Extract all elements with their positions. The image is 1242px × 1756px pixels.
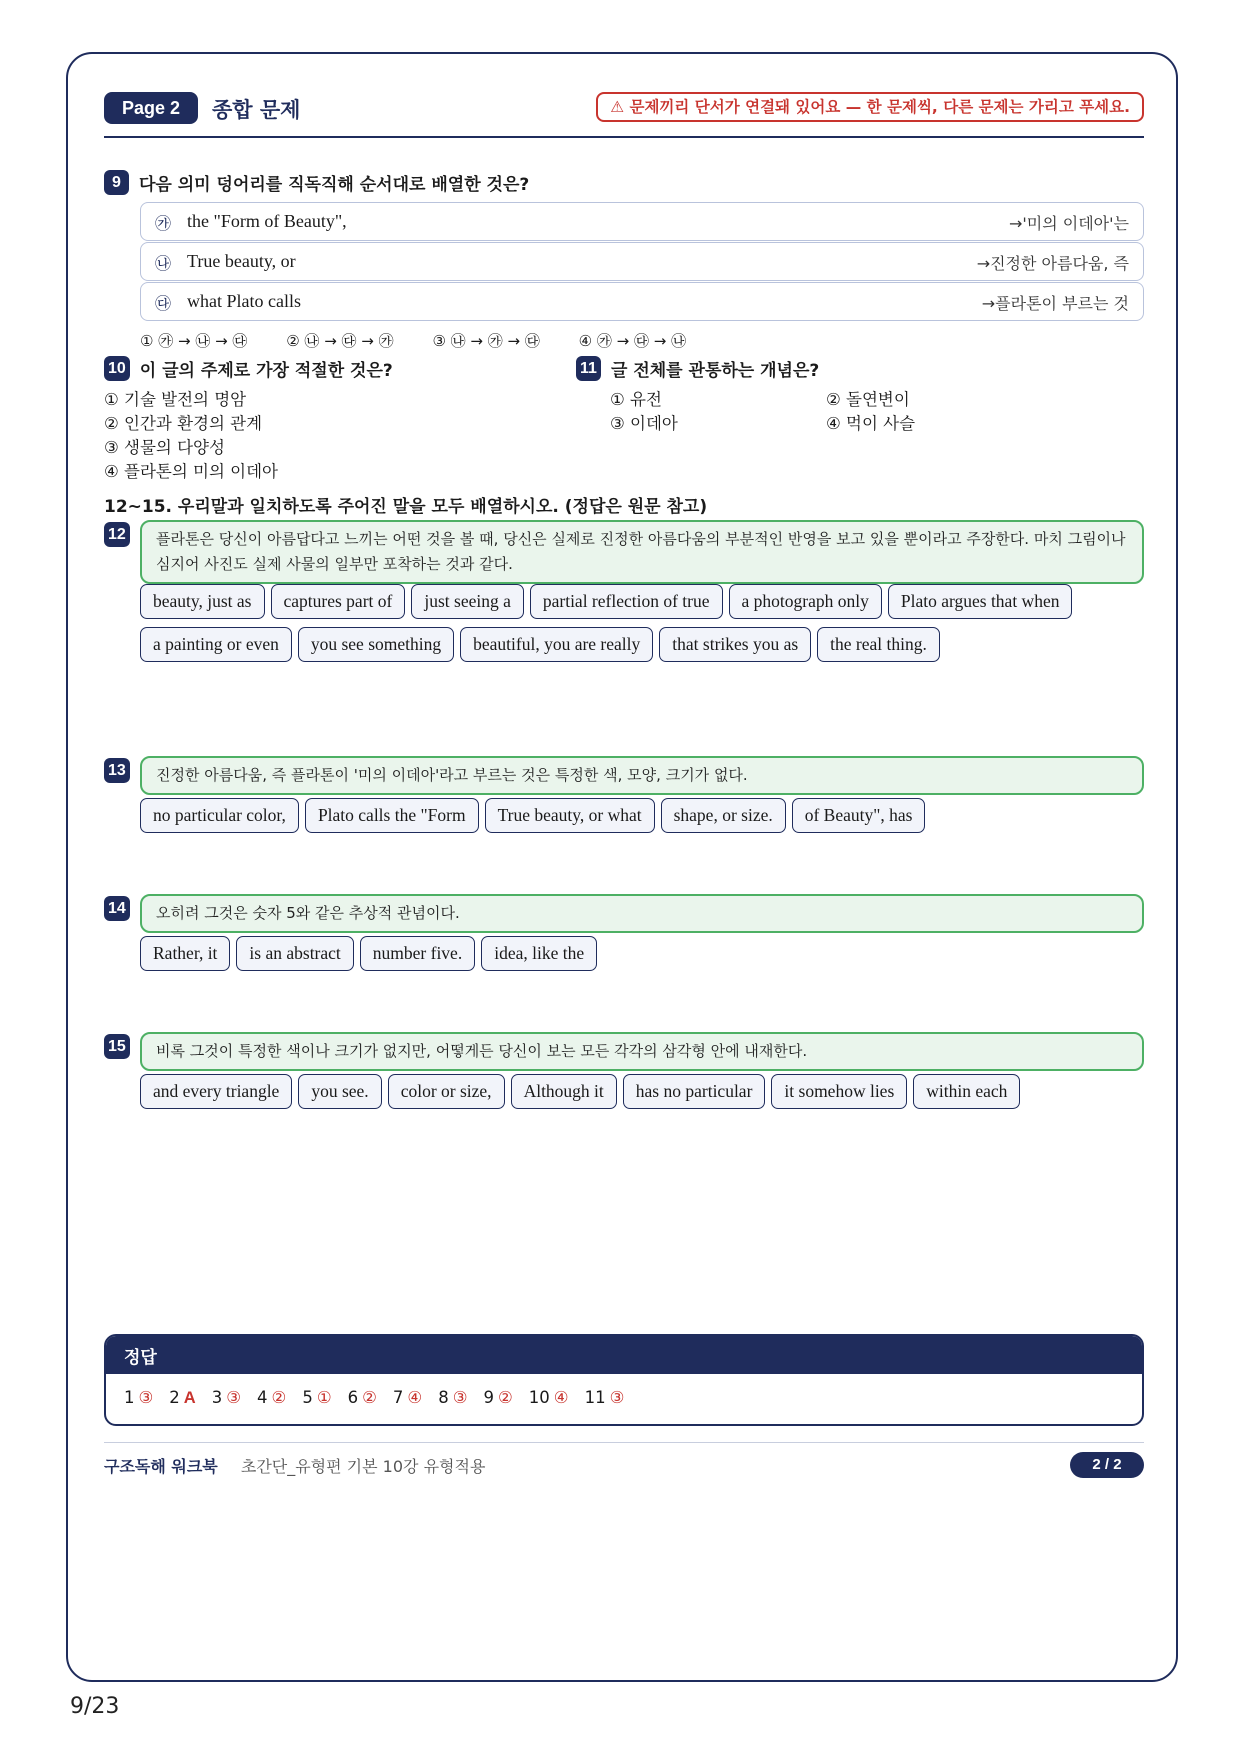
- chunk-symbol: ㉰: [155, 294, 172, 313]
- answer-mark: ④: [553, 1388, 569, 1407]
- question-text: 다음 의미 덩어리를 직독직해 순서대로 배열한 것은?: [139, 175, 530, 195]
- answer-item: [529, 1388, 569, 1407]
- answer-number: 8: [438, 1388, 449, 1407]
- word-chip[interactable]: that strikes you as: [659, 627, 811, 662]
- chunk-korean: →플라톤이 부르는 것: [981, 294, 1129, 313]
- answer-item: [124, 1388, 153, 1407]
- word-chip[interactable]: shape, or size.: [661, 798, 786, 833]
- page-header: [104, 90, 1144, 138]
- choice-option[interactable]: ④ 먹이 사슬: [826, 414, 916, 433]
- answer-number: 6: [347, 1388, 359, 1407]
- answer-mark: ③: [138, 1388, 154, 1407]
- answer-item: [585, 1388, 625, 1407]
- choice-option[interactable]: ④ 플라톤의 미의 이데아: [104, 462, 278, 481]
- footer-divider: [104, 1442, 1144, 1443]
- word-chip[interactable]: a painting or even: [140, 627, 292, 662]
- footer-info: [104, 1454, 485, 1477]
- answer-key: [104, 1334, 1144, 1426]
- korean-prompt: 비록 그것이 특정한 색이나 크기가 없지만, 어떻게든 당신이 보는 모든 각각의 삼각형 안에 내재한다.: [140, 1032, 1144, 1071]
- answer-item: [438, 1388, 467, 1407]
- answer-item: [393, 1388, 422, 1407]
- answer-mark: ②: [362, 1388, 377, 1407]
- word-chip-bank: [140, 936, 1144, 979]
- word-chip[interactable]: beauty, just as: [140, 584, 265, 619]
- choice-option[interactable]: ① 기술 발전의 명암: [104, 390, 247, 409]
- word-chip[interactable]: color or size,: [388, 1074, 505, 1109]
- word-chip[interactable]: number five.: [360, 936, 475, 971]
- answer-list: [106, 1374, 1142, 1422]
- word-chip[interactable]: idea, like the: [481, 936, 597, 971]
- choice-option[interactable]: ④ ㉮ → ㉰ → ㉯: [578, 332, 687, 350]
- answer-number: 11: [584, 1388, 606, 1407]
- worksheet-page: [66, 52, 1178, 1682]
- choice-option[interactable]: ③ 생물의 다양성: [104, 438, 225, 457]
- word-chip-bank: [140, 584, 1144, 670]
- book-subtitle: 초간단_유형편 기본 10강 유형적용: [240, 1457, 486, 1476]
- answer-number: 4: [257, 1388, 268, 1407]
- instruction-text: 12~15. 우리말과 일치하도록 주어진 말을 모두 배열하시오. (정답은 원문 참고): [104, 497, 708, 517]
- answer-mark: ②: [498, 1388, 513, 1407]
- choice-option[interactable]: ③ 이데아: [610, 414, 678, 433]
- answer-mark: ③: [609, 1388, 625, 1407]
- answer-item: [484, 1388, 513, 1407]
- answer-mark: A: [183, 1389, 196, 1407]
- document-page-counter: 9/23: [70, 1694, 120, 1719]
- word-chip[interactable]: has no particular: [623, 1074, 766, 1109]
- korean-prompt: 오히려 그것은 숫자 5와 같은 추상적 관념이다.: [140, 894, 1144, 933]
- word-chip[interactable]: Plato argues that when: [888, 584, 1073, 619]
- choice-option[interactable]: ① ㉮ → ㉯ → ㉰: [140, 332, 248, 350]
- word-chip-bank: [140, 1074, 1144, 1117]
- answer-number: 7: [392, 1388, 404, 1407]
- answer-number: 10: [528, 1388, 550, 1407]
- chunk-row: [140, 242, 1144, 281]
- book-title: 구조독해 워크북: [104, 1457, 218, 1476]
- chunk-english: what Plato calls: [187, 291, 301, 311]
- word-chip[interactable]: is an abstract: [236, 936, 353, 971]
- answer-item: [169, 1388, 195, 1407]
- choice-option[interactable]: ② 돌연변이: [826, 390, 910, 409]
- warning-banner: ⚠ 문제끼리 단서가 연결돼 있어요 — 한 문제씩, 다른 문제는 가리고 푸세요.: [596, 92, 1144, 122]
- choice-option[interactable]: ② 인간과 환경의 관계: [104, 414, 263, 433]
- answer-number: 2: [169, 1388, 180, 1407]
- choice-option[interactable]: ③ ㉯ → ㉮ → ㉰: [432, 332, 540, 350]
- korean-prompt: 진정한 아름다움, 즉 플라톤이 '미의 이데아'라고 부르는 것은 특정한 색, 모양, 크기가 없다.: [140, 756, 1144, 795]
- answer-mark: ③: [226, 1388, 242, 1407]
- answer-number: 5: [302, 1388, 313, 1407]
- question-number: 14: [104, 896, 130, 921]
- word-chip[interactable]: no particular color,: [140, 798, 299, 833]
- word-chip[interactable]: just seeing a: [411, 584, 524, 619]
- chunk-english: the "Form of Beauty",: [187, 211, 347, 231]
- word-chip[interactable]: Although it: [511, 1074, 617, 1109]
- answer-number: 9: [483, 1388, 494, 1407]
- answer-mark: ②: [271, 1388, 287, 1407]
- answer-item: [212, 1388, 241, 1407]
- question-number: 9: [104, 170, 129, 195]
- word-chip[interactable]: beautiful, you are really: [460, 627, 653, 662]
- word-chip[interactable]: you see.: [298, 1074, 381, 1109]
- word-chip[interactable]: the real thing.: [817, 627, 940, 662]
- chunk-row: [140, 282, 1144, 321]
- question-9-choices: [140, 330, 720, 351]
- choice-option[interactable]: ① 유전: [610, 390, 662, 409]
- answer-item: [348, 1388, 377, 1407]
- question-number: 11: [576, 356, 601, 381]
- chunk-symbol: ㉮: [155, 214, 172, 233]
- chunk-symbol: ㉯: [155, 254, 172, 273]
- answer-mark: ④: [407, 1388, 423, 1407]
- word-chip[interactable]: True beauty, or what: [485, 798, 655, 833]
- answer-item: [302, 1388, 331, 1407]
- word-chip[interactable]: Plato calls the "Form: [305, 798, 479, 833]
- word-chip[interactable]: captures part of: [271, 584, 406, 619]
- question-text: 이 글의 주제로 가장 적절한 것은?: [139, 361, 393, 381]
- question-number: 12: [104, 522, 130, 547]
- answer-item: [257, 1388, 286, 1407]
- word-chip[interactable]: Rather, it: [140, 936, 230, 971]
- answer-number: 3: [211, 1388, 223, 1407]
- question-number: 15: [104, 1034, 130, 1059]
- word-chip[interactable]: within each: [913, 1074, 1020, 1109]
- page-content: [104, 90, 1144, 1476]
- chunk-english: True beauty, or: [187, 251, 296, 271]
- chunk-row: [140, 202, 1144, 241]
- section-title: 종합 문제: [212, 98, 301, 122]
- chunk-korean: →진정한 아름다움, 즉: [976, 254, 1129, 273]
- question-text: 글 전체를 관통하는 개념은?: [611, 361, 820, 381]
- chunk-korean: →'미의 이데아'는: [1008, 214, 1129, 233]
- answer-number: 1: [124, 1388, 135, 1407]
- question-9-head: [104, 170, 529, 195]
- footer-page-number: 2 / 2: [1070, 1452, 1144, 1478]
- choice-option[interactable]: ② ㉯ → ㉰ → ㉮: [286, 332, 394, 350]
- question-10-head: [104, 356, 393, 381]
- word-chip[interactable]: and every triangle: [140, 1074, 292, 1109]
- word-chip[interactable]: you see something: [298, 627, 454, 662]
- question-number: 13: [104, 758, 130, 783]
- word-chip-bank: [140, 798, 1144, 841]
- page-label: Page 2: [104, 92, 198, 124]
- word-chip[interactable]: a photograph only: [729, 584, 882, 619]
- question-11-head: [576, 356, 819, 381]
- answer-mark: ①: [316, 1388, 332, 1407]
- answer-mark: ③: [452, 1388, 468, 1407]
- word-chip[interactable]: it somehow lies: [771, 1074, 907, 1109]
- word-chip[interactable]: of Beauty", has: [792, 798, 926, 833]
- word-chip[interactable]: partial reflection of true: [530, 584, 723, 619]
- question-number: 10: [104, 356, 130, 381]
- answer-key-title: 정답: [106, 1336, 1142, 1374]
- korean-prompt: 플라톤은 당신이 아름답다고 느끼는 어떤 것을 볼 때, 당신은 실제로 진정한 아름다움의 부분적인 반영을 보고 있을 뿐이라고 주장한다. 마치 그림이나 심지어 사진도 실제 사물의 일부만 포착하는 것과 같다.: [140, 520, 1144, 584]
